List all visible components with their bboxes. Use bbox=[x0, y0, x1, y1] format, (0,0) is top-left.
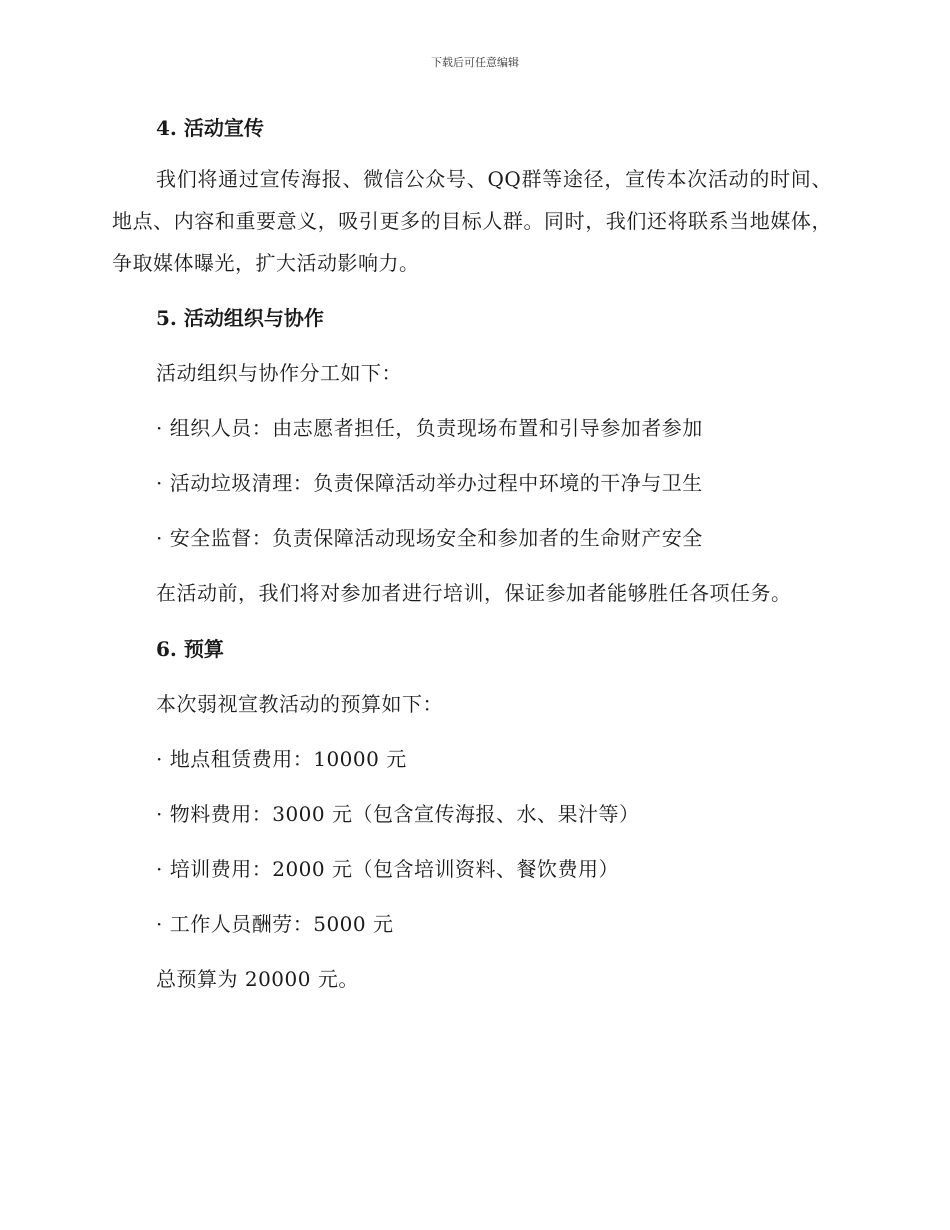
section-heading-budget: 6. 预算 bbox=[156, 637, 224, 661]
header-note: 下载后可任意编辑 bbox=[431, 56, 519, 69]
document-body bbox=[112, 108, 832, 1007]
organization-closing: 在活动前，我们将对参加者进行培训，保证参加者能够胜任各项任务。 bbox=[156, 581, 792, 605]
section-heading-organization: 5. 活动组织与协作 bbox=[156, 306, 324, 330]
budget-item: · 培训费用：2000 元（包含培训资料、餐饮费用） bbox=[156, 857, 619, 881]
organization-item: · 组织人员：由志愿者担任，负责现场布置和引导参加者参加 bbox=[156, 416, 703, 440]
budget-item: · 物料费用：3000 元（包含宣传海报、水、果汁等） bbox=[156, 802, 640, 826]
organization-item: · 活动垃圾清理：负责保障活动举办过程中环境的干净与卫生 bbox=[156, 471, 703, 495]
organization-intro: 活动组织与协作分工如下： bbox=[156, 361, 402, 385]
budget-intro: 本次弱视宣教活动的预算如下： bbox=[156, 692, 443, 716]
budget-item: · 工作人员酬劳：5000 元 bbox=[156, 912, 394, 936]
section-heading-publicity: 4. 活动宣传 bbox=[156, 116, 264, 140]
publicity-paragraph: 我们将通过宣传海报、微信公众号、QQ群等途径，宣传本次活动的时间、地点、内容和重要意义，吸引更多的目标人群。同时，我们还将联系当地媒体，争取媒体曝光，扩大活动影响力。 bbox=[112, 167, 832, 275]
organization-item: · 安全监督：负责保障活动现场安全和参加者的生命财产安全 bbox=[156, 526, 703, 550]
budget-total: 总预算为 20000 元。 bbox=[156, 967, 359, 991]
budget-item: · 地点租赁费用：10000 元 bbox=[156, 747, 407, 771]
